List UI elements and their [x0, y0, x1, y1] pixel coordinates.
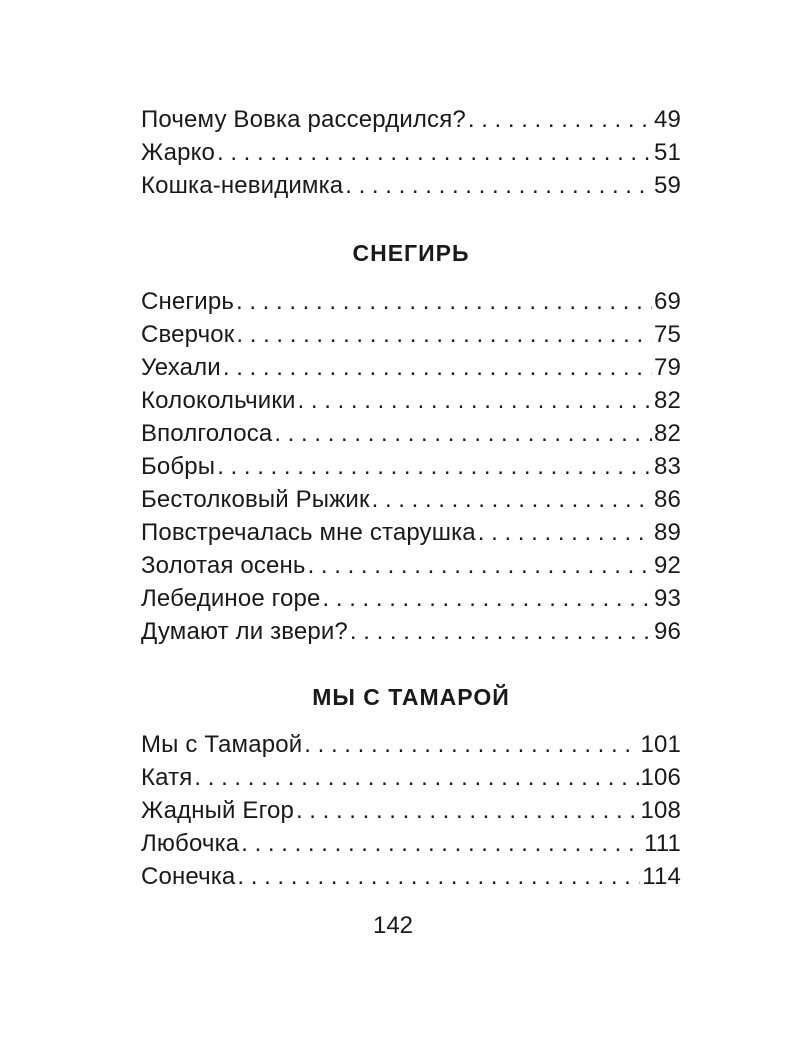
dot-leader: [372, 483, 652, 516]
toc-entry-title: Сонечка: [141, 863, 236, 890]
toc-entry-page: 108: [640, 797, 681, 824]
dot-leader: [237, 860, 640, 893]
dot-leader: [236, 285, 652, 318]
dot-leader: [304, 728, 638, 761]
toc-entry-page: 96: [654, 618, 681, 645]
toc-entry-title: Лебединое горе: [141, 585, 321, 612]
toc-entry-title: Думают ли звери?: [141, 618, 348, 645]
dot-leader: [241, 827, 642, 860]
toc-entry: [141, 318, 681, 351]
toc-entry-title: Золотая осень: [141, 552, 306, 579]
toc-entry-page: 59: [654, 172, 681, 199]
dot-leader: [274, 417, 652, 450]
toc-entry: [141, 103, 681, 136]
toc-entry-page: 101: [640, 731, 681, 758]
toc-entry-title: Любочка: [141, 830, 240, 857]
toc-entry-title: Повстречалась мне старушка: [141, 519, 476, 546]
toc-entry: [141, 827, 681, 860]
toc-entry: [141, 450, 681, 483]
section-heading: СНЕГИРЬ: [352, 240, 470, 266]
toc-entry-page: 93: [654, 585, 681, 612]
section-heading: МЫ С ТАМАРОЙ: [312, 684, 510, 710]
toc-entry-page: 106: [640, 764, 681, 791]
toc-entry-page: 49: [654, 106, 681, 133]
toc-entry: [141, 860, 681, 893]
toc-entry: [141, 728, 681, 761]
toc-entry-page: 92: [654, 552, 681, 579]
dot-leader: [345, 169, 652, 202]
toc-entry-title: Бестолковый Рыжик: [141, 486, 370, 513]
toc-entry-title: Колокольчики: [141, 387, 296, 414]
toc-entry-page: 83: [654, 453, 681, 480]
toc-entry: [141, 483, 681, 516]
toc-entry-title: Уехали: [141, 354, 221, 381]
toc-entry-title: Мы с Тамарой: [141, 731, 303, 758]
toc-entry-page: 82: [654, 387, 681, 414]
toc-entry-title: Жадный Егор: [141, 797, 294, 824]
toc-entry: [141, 582, 681, 615]
dot-leader: [323, 582, 652, 615]
toc-entry-page: 82: [654, 420, 681, 447]
toc-entry: [141, 549, 681, 582]
toc-entry: [141, 169, 681, 202]
dot-leader: [223, 351, 652, 384]
dot-leader: [194, 761, 638, 794]
toc-entry: [141, 615, 681, 648]
toc-entry-title: Почему Вовка рассердился?: [141, 106, 466, 133]
dot-leader: [468, 103, 652, 136]
toc-entry: [141, 516, 681, 549]
toc-entry-page: 114: [642, 863, 681, 890]
dot-leader: [296, 794, 639, 827]
toc-entry-page: 75: [654, 321, 681, 348]
toc-entry-title: Бобры: [141, 453, 216, 480]
toc-entry-title: Снегирь: [141, 288, 234, 315]
toc-entry-title: Катя: [141, 764, 193, 791]
toc-entry: [141, 794, 681, 827]
dot-leader: [308, 549, 652, 582]
page-number: 142: [372, 912, 414, 939]
dot-leader: [217, 450, 652, 483]
toc-entry-title: Сверчок: [141, 321, 235, 348]
dot-leader: [217, 136, 652, 169]
dot-leader: [298, 384, 652, 417]
toc-entry-page: 79: [654, 354, 681, 381]
toc-entry-title: Кошка-невидимка: [141, 172, 344, 199]
toc-entry-page: 51: [654, 139, 681, 166]
dot-leader: [236, 318, 652, 351]
toc-entry-page: 89: [654, 519, 681, 546]
toc-entry-page: 69: [654, 288, 681, 315]
dot-leader: [478, 516, 652, 549]
toc-entry: [141, 285, 681, 318]
toc-entry-title: Вполголоса: [141, 420, 273, 447]
dot-leader: [350, 615, 652, 648]
toc-entry-page: 111: [644, 830, 681, 857]
toc-entry: [141, 384, 681, 417]
toc-entry-page: 86: [654, 486, 681, 513]
toc-entry: [141, 136, 681, 169]
toc-entry: [141, 417, 681, 450]
toc-entry: [141, 761, 681, 794]
toc-entry-title: Жарко: [141, 139, 215, 166]
toc-entry: [141, 351, 681, 384]
